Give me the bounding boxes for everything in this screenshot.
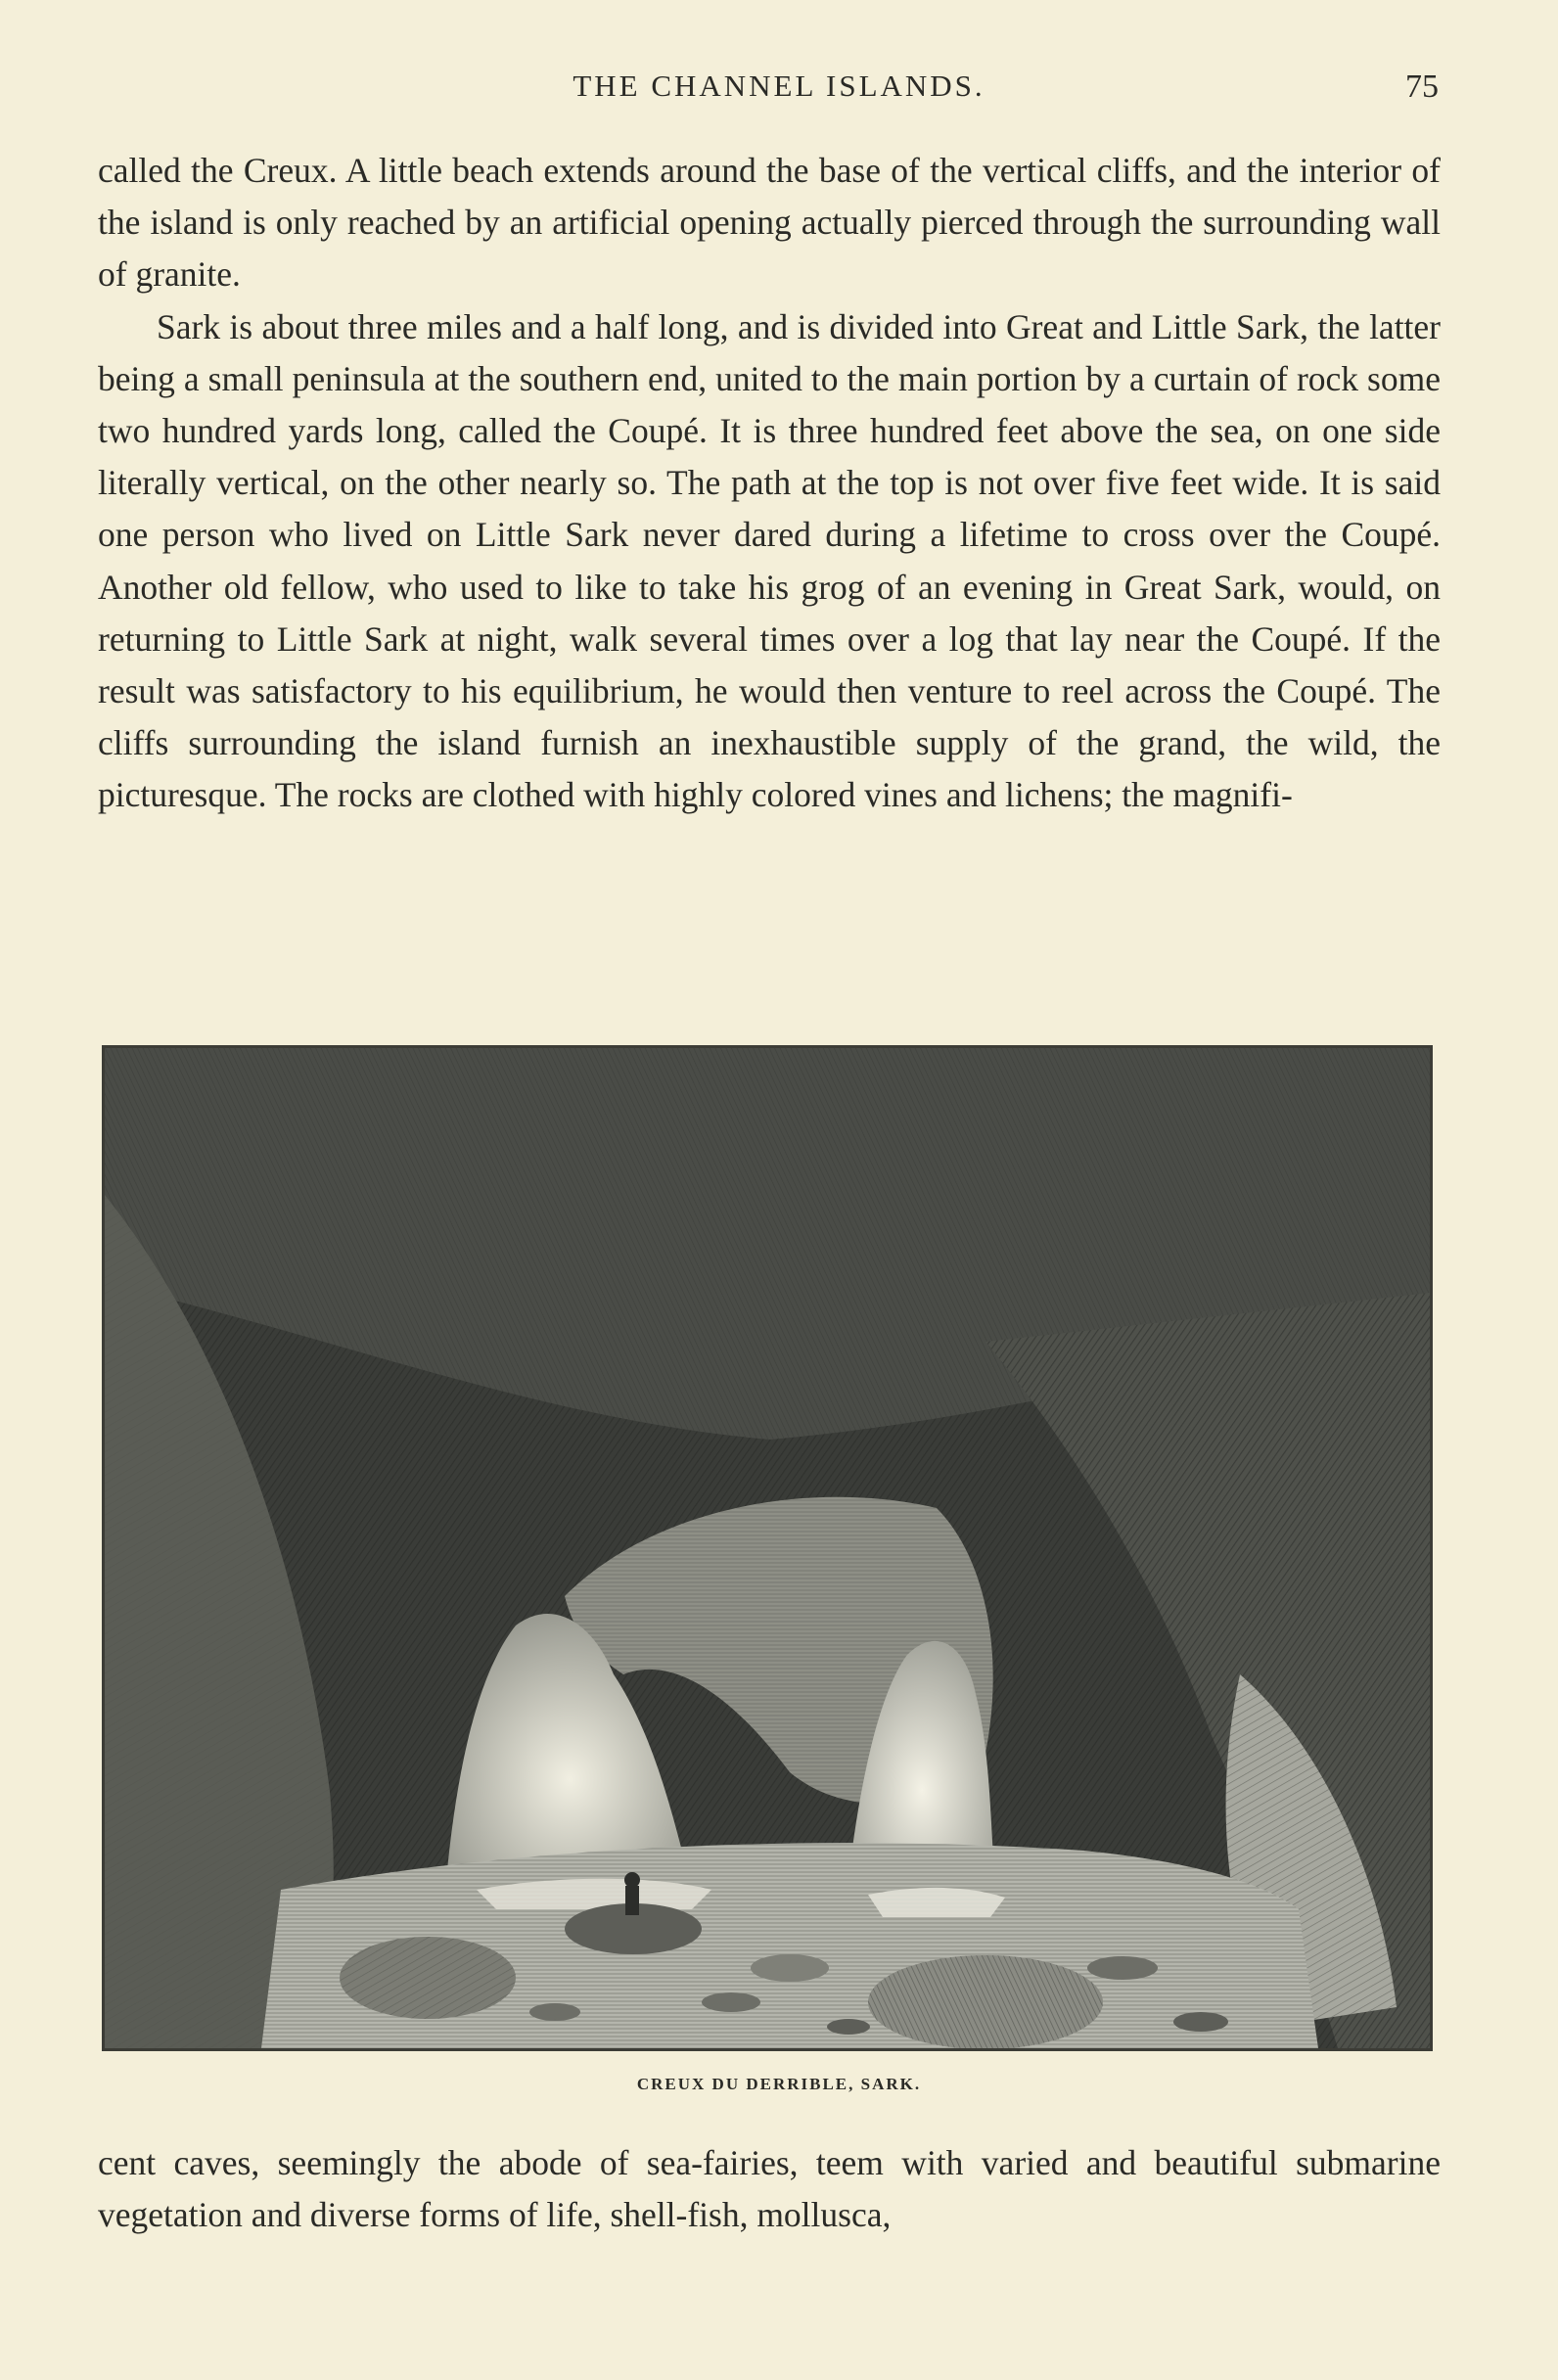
paragraph-continuation: cent caves, seemingly the abode of sea-fairies, teem with varied and beautiful submarine vegetation and diverse forms of life, shell-fish, mollusca, <box>98 2143 1441 2235</box>
body-text-bottom <box>98 2137 1441 2241</box>
page-number: 75 <box>1405 69 1439 105</box>
paragraph-sark: Sark is about three miles and a half long, and is divided into Great and Little Sark, the latter being a small peninsula at the southern end, united to the main portion by a curtain of rock some two hundred yards long, called the Coupé. It is three hundred feet above the sea, on one side literally vertical, on the other nearly so. The path at the top is not over five feet wide. It is said one person who lived on Little Sark never dared during a lifetime to cross over the Coupé. Another old fellow, who used to like to take his grog of an evening in Great Sark, would, on returning to Little Sark at night, walk several times over a log that lay near the Coupé. If the result was satisfactory to his equilibrium, he would then venture to reel across the Coupé. The cliffs surrounding the island furnish an inexhaustible supply of the grand, the wild, the picturesque. The rocks are clothed with highly colored vines and lichens; the magnifi- <box>98 306 1441 815</box>
cave-engraving-art <box>105 1048 1430 2048</box>
running-title: THE CHANNEL ISLANDS. <box>573 69 985 103</box>
paragraph-continued: called the Creux. A little beach extends around the base of the vertical cliffs, and the interior of the island is only reached by an artificial opening actually pierced through the surrounding wall of granite. <box>98 151 1441 295</box>
cave-engraving <box>102 1045 1433 2051</box>
illustration-caption: CREUX DU DERRIBLE, SARK. <box>636 2075 922 2093</box>
running-head <box>0 69 1558 112</box>
body-text-top <box>98 145 1441 822</box>
